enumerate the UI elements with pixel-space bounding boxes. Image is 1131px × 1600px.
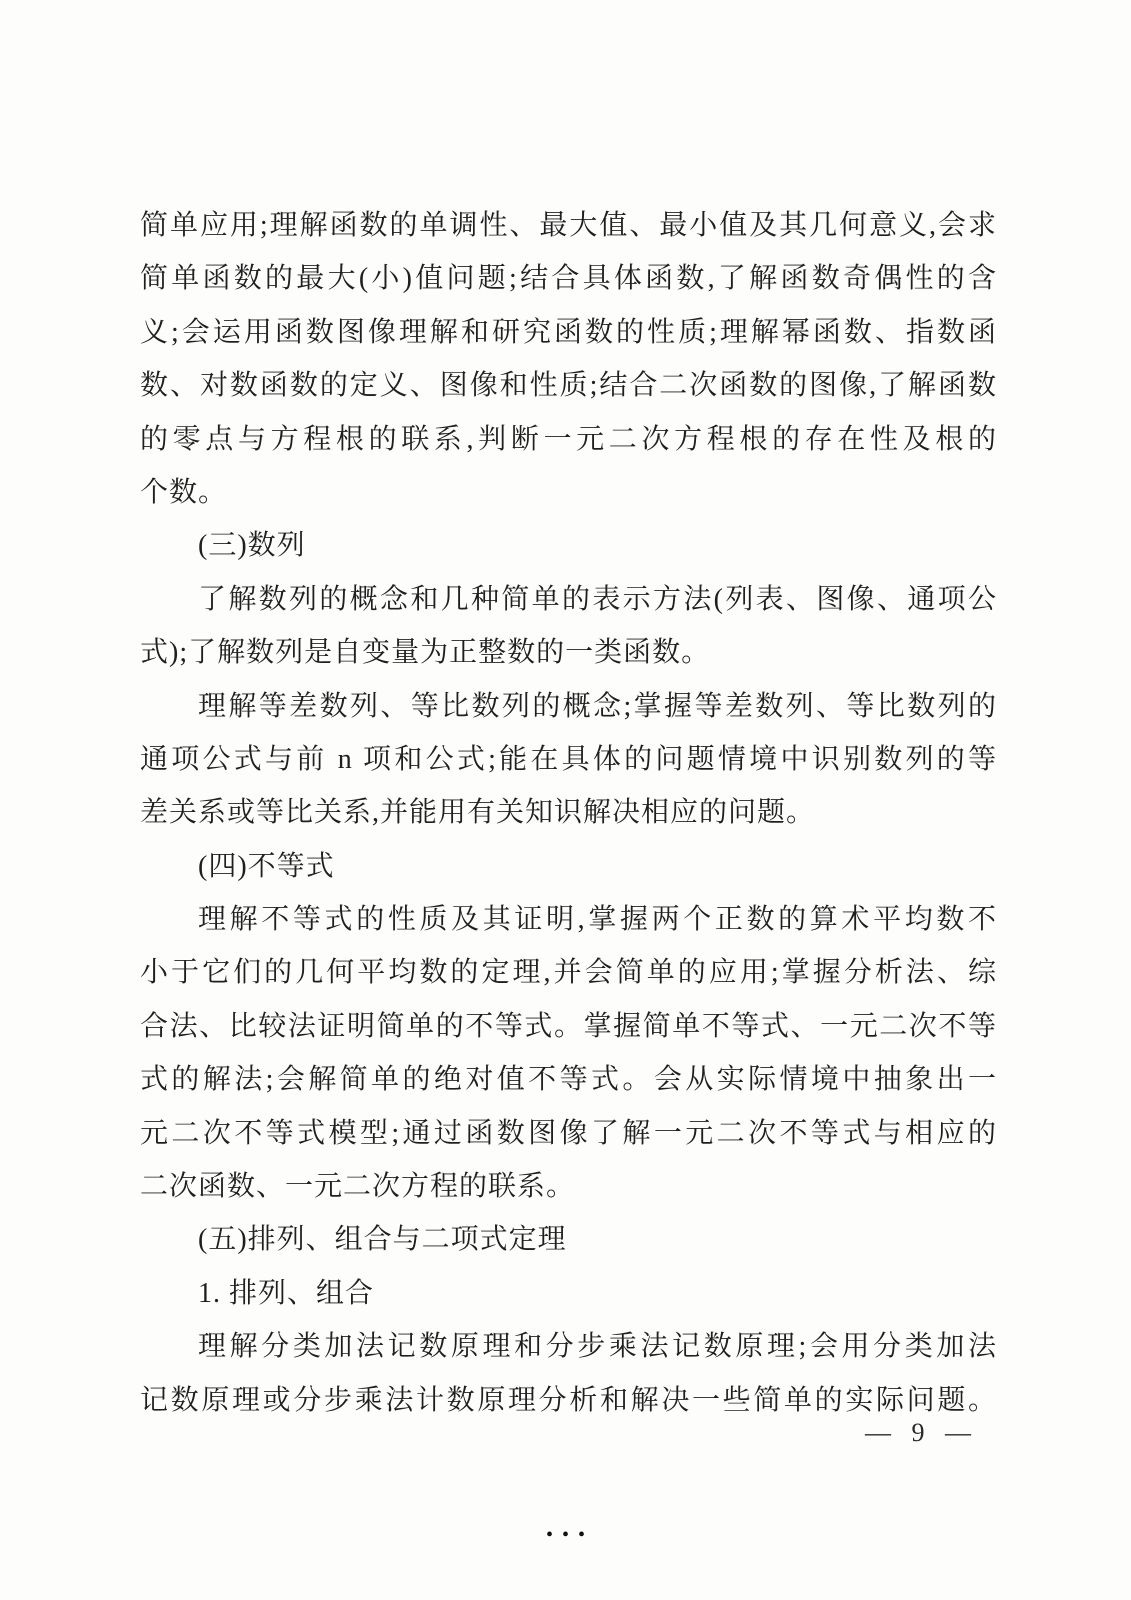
text-line: 1. 排列、组合 [198, 1277, 375, 1309]
text-line: 式的解法;会解简单的绝对值不等式。会从实际情境中抽象出一 [140, 1064, 997, 1096]
text-line: 小于它们的几何平均数的定理,并会简单的应用;掌握分析法、综 [140, 957, 997, 989]
text-line: 义;会运用函数图像理解和研究函数的性质;理解幂函数、指数函 [140, 316, 997, 348]
text-line: 数、对数函数的定义、图像和性质;结合二次函数的图像,了解函数 [140, 370, 997, 402]
text-line: 简单应用;理解函数的单调性、最大值、最小值及其几何意义,会求 [140, 210, 997, 241]
text-line: 理解等差数列、等比数列的概念;掌握等差数列、等比数列的 [198, 690, 997, 722]
text-line: (五)排列、组合与二项式定理 [198, 1224, 567, 1256]
text-line: 合法、比较法证明简单的不等式。掌握简单不等式、一元二次不等 [140, 1010, 997, 1042]
text-line: 简单函数的最大(小)值问题;结合具体函数,了解函数奇偶性的含 [140, 263, 997, 295]
text-line: 了解数列的概念和几种简单的表示方法(列表、图像、通项公 [198, 583, 997, 615]
text-line: 通项公式与前 n 项和公式;能在具体的问题情境中识别数列的等 [140, 743, 997, 775]
text-line: 式);了解数列是自变量为正整数的一类函数。 [140, 637, 711, 669]
text-line: 理解不等式的性质及其证明,掌握两个正数的算术平均数不 [198, 904, 997, 936]
footer-dots-marker: ••• [545, 1524, 594, 1546]
text-line: 差关系或等比关系,并能用有关知识解决相应的问题。 [140, 797, 816, 829]
text-line: 元二次不等式模型;通过函数图像了解一元二次不等式与相应的 [140, 1117, 997, 1149]
text-line: (三)数列 [198, 530, 306, 562]
text-line: 个数。 [140, 476, 228, 508]
text-line: 记数原理或分步乘法计数原理分析和解决一些简单的实际问题。 [140, 1384, 997, 1416]
page-number: — 9 — [865, 1418, 973, 1447]
text-line: 理解分类加法记数原理和分步乘法记数原理;会用分类加法 [198, 1331, 997, 1363]
text-line: 二次函数、一元二次方程的联系。 [140, 1171, 576, 1203]
text-line: (四)不等式 [198, 850, 335, 882]
text-line: 的零点与方程根的联系,判断一元二次方程根的存在性及根的 [140, 423, 997, 455]
document-lines [140, 199, 997, 1427]
